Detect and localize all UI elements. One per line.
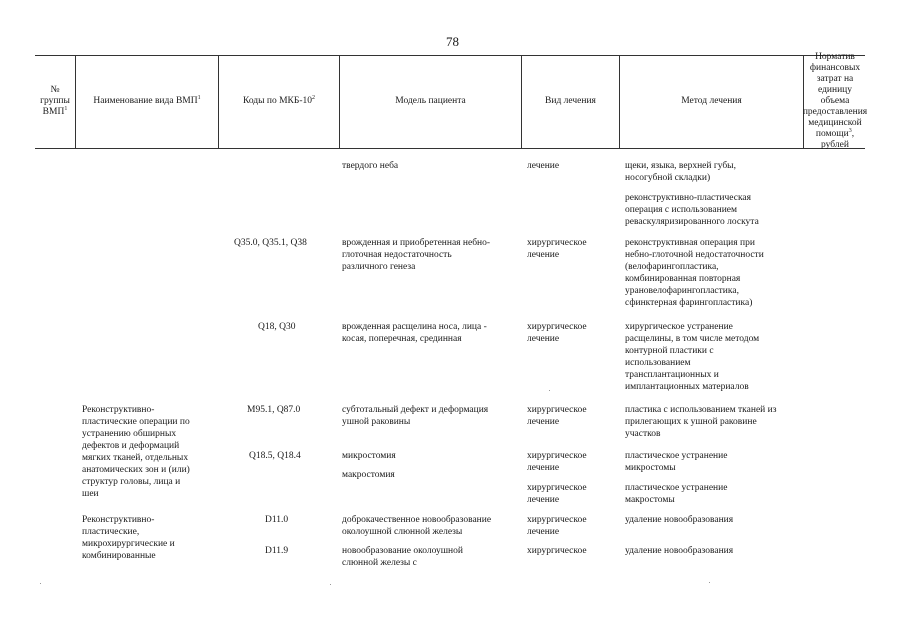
header-treatment-type: Вид лечения — [545, 96, 596, 106]
treatment-type-cell: хирургическое лечение — [527, 322, 587, 344]
treatment-method-cell: удаление новообразования — [625, 546, 734, 556]
header-group-number: № группы ВМП$^1$ — [40, 85, 70, 117]
patient-model-cell: макростомия — [342, 470, 395, 480]
treatment-type-cell: хирургическое лечение — [527, 238, 587, 260]
vmp-name-cell: Реконструктивно- пластические, микрохирургические и комбинированные — [82, 515, 175, 561]
treatment-method-cell: пластика с использованием тканей из прилегающих к ушной раковине участков — [625, 405, 777, 439]
treatment-type-cell: хирургическое лечение — [527, 483, 587, 505]
treatment-method-cell: удаление новообразования — [625, 515, 734, 525]
icd-code-cell: D11.0 — [265, 515, 289, 525]
treatment-type-cell: хирургическое лечение — [527, 405, 587, 427]
icd-code-cell: Q35.0, Q35.1, Q38 — [234, 238, 307, 248]
scan-speck — [330, 584, 331, 585]
patient-model-cell: микростомия — [342, 451, 396, 461]
header-bottom-border — [35, 148, 865, 149]
treatment-method-cell: щеки, языка, верхней губы, носогубной складки) — [625, 161, 736, 183]
treatment-method-cell: реконструктивная операция при небно-глоточной недостаточности (велофарингопластика, комбинированная повторная урановелофарингопластика, сфинктерная фарингопластика) — [625, 238, 764, 308]
icd-code-cell: M95.1, Q87.0 — [247, 405, 301, 415]
patient-model-cell: врожденная расщелина носа, лица - косая, поперечная, срединная — [342, 322, 487, 344]
icd-code-cell: Q18, Q30 — [258, 322, 296, 332]
header-icd-codes: Коды по МКБ-$10^2$ — [242, 94, 316, 106]
vmp-name-cell: Реконструктивно- пластические операции по устранению обширных дефектов и деформаций мягких тканей, отдельных анатомических зон и (или) структур головы, лица и шеи — [82, 405, 190, 499]
header-treatment-method: Метод лечения — [681, 96, 742, 106]
header-patient-model: Модель пациента — [395, 96, 466, 106]
scan-speck — [549, 390, 550, 391]
scan-speck — [40, 583, 41, 584]
patient-model-cell: новообразование околоушной слюнной железы с — [342, 546, 463, 568]
treatment-method-cell: пластическое устранение макростомы — [625, 483, 728, 505]
header-vmp-name: Наименование вида ВМП$^1$ — [93, 94, 201, 106]
treatment-type-cell: лечение — [527, 161, 560, 171]
treatment-method-cell: хирургическое устранение расщелины, в том числе методом контурной пластики с использованием трансплантационных и имплантационных материалов — [625, 322, 760, 392]
scan-speck — [709, 582, 710, 583]
page-number: 78 — [446, 34, 459, 49]
header-cost-norm: Норматив финансовых затрат на единицу объема предоставления медицинской помощи$^3$, рублей — [802, 52, 868, 150]
treatment-type-cell: хирургическое лечение — [527, 451, 587, 473]
treatment-type-cell: хирургическое лечение — [527, 515, 587, 537]
patient-model-cell: доброкачественное новообразование околоушной слюнной железы — [342, 515, 492, 537]
patient-model-cell: субтотальный дефект и деформация ушной раковины — [342, 405, 489, 427]
icd-code-cell: Q18.5, Q18.4 — [249, 451, 301, 461]
treatment-method-cell: пластическое устранение микростомы — [625, 451, 728, 473]
patient-model-cell: врожденная и приобретенная небно- глоточная недостаточность различного генеза — [342, 238, 491, 272]
icd-code-cell: D11.9 — [265, 546, 289, 556]
treatment-type-cell: хирургическое — [527, 546, 587, 556]
patient-model-cell: твердого неба — [342, 161, 399, 171]
treatment-method-cell: реконструктивно-пластическая операция с использованием реваскуляризированного лоскута — [625, 193, 759, 227]
